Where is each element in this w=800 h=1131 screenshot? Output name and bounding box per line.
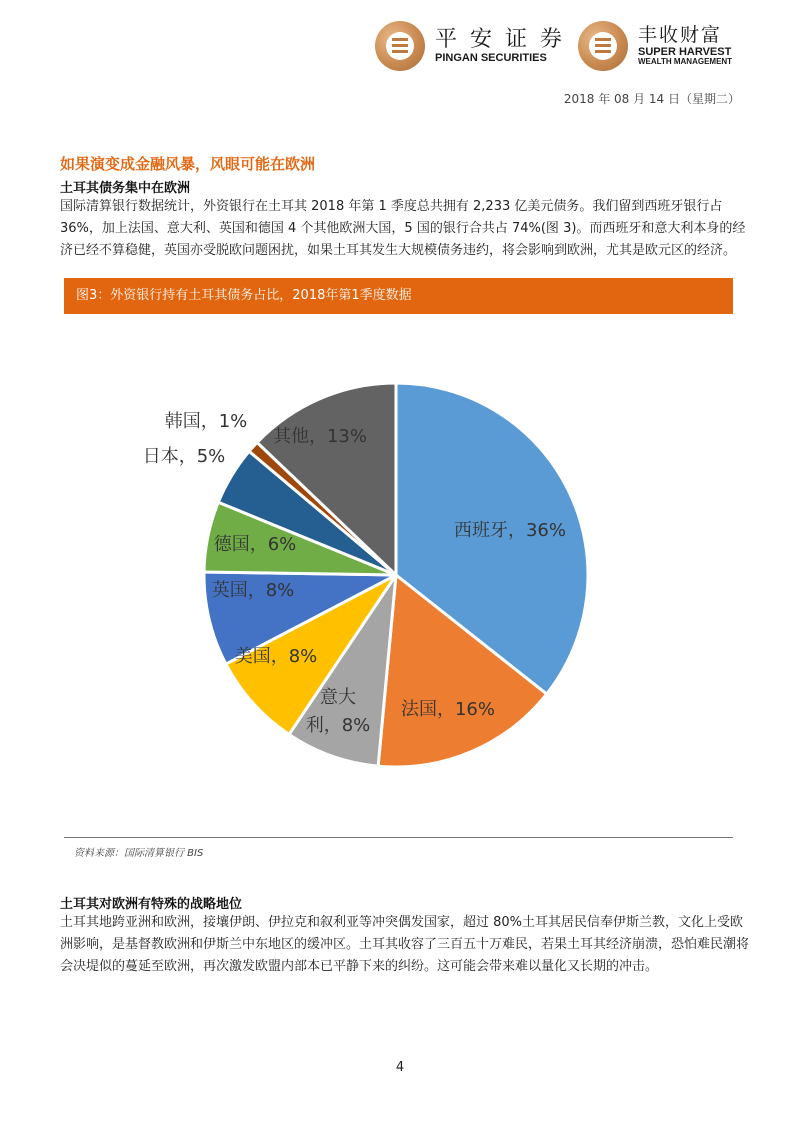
figure-source: 资料来源：国际清算银行 BIS xyxy=(74,848,204,859)
logo1-cn: 平 安 证 券 xyxy=(435,26,565,52)
page-number: 4 xyxy=(395,1060,405,1075)
section1-paragraph: 国际清算银行数据统计，外资银行在土耳其 2018 年第 1 季度总共拥有 2,233 亿美元债务。我们留到西班牙银行占 36%，加上法国、意大利、英国和德国 4 个其他欧洲大国，5 国的银行合共占 74%(图 3)。而西班牙和意大利本身的经济已经不算稳健，英国亦受脱欧问题困扰，如果土耳其发生大规模债务违约，将会影响到欧洲，尤其是欧元区的经济。 xyxy=(60,199,746,258)
pie-label-2: 意大利，8% xyxy=(305,687,371,736)
pie-label-7: 韩国，1% xyxy=(164,411,248,432)
pingan-securities-logo xyxy=(375,20,565,72)
figure-caption: 图3：外资银行持有土耳其债务占比，2018年第1季度数据 xyxy=(64,278,733,314)
pingan-logo-icon xyxy=(375,21,425,71)
pie-label-8: 其他，13% xyxy=(272,426,368,447)
section1-title: 如果演变成金融风暴，风眼可能在欧洲 xyxy=(60,155,316,173)
section2-paragraph: 土耳其地跨亚洲和欧洲，接壤伊朗、伊拉克和叙利亚等冲突偶发国家，超过 80%土耳其居民信奉伊斯兰教，文化上受欧洲影响，是基督教欧洲和伊斯兰中东地区的缓冲区。土耳其收容了三百五十万难民，若果土耳其经济崩溃，恐怕难民潮将会决堤似的蔓延至欧洲，再次激发欧盟内部本已平静下来的纠纷。这可能会带来难以量化又长期的冲击。 xyxy=(60,915,750,974)
super-harvest-logo-icon xyxy=(578,21,628,71)
report-date: 2018 年 08 月 14 日（星期二） xyxy=(563,92,740,106)
pie-label-4: 英国，8% xyxy=(211,580,295,601)
logo2-en1: SUPER HARVEST xyxy=(638,46,732,58)
pie-label-5: 德国，6% xyxy=(213,534,297,555)
logo2-en2: WEALTH MANAGEMENT xyxy=(638,57,733,67)
pie-label-3: 美国，8% xyxy=(234,646,318,667)
logo1-en: PINGAN SECURITIES xyxy=(435,52,547,65)
pie-chart xyxy=(0,320,800,830)
pie-label-1: 法国，16% xyxy=(400,699,496,720)
pie-label-0: 西班牙，36% xyxy=(453,520,567,541)
pie-label-6: 日本，5% xyxy=(142,446,226,467)
super-harvest-logo xyxy=(578,20,732,72)
section1-subtitle: 土耳其债务集中在欧洲 xyxy=(60,181,191,196)
divider xyxy=(64,837,733,838)
section2-subtitle: 土耳其对欧洲有特殊的战略地位 xyxy=(60,897,243,912)
logo2-cn: 丰收财富 xyxy=(638,24,723,47)
